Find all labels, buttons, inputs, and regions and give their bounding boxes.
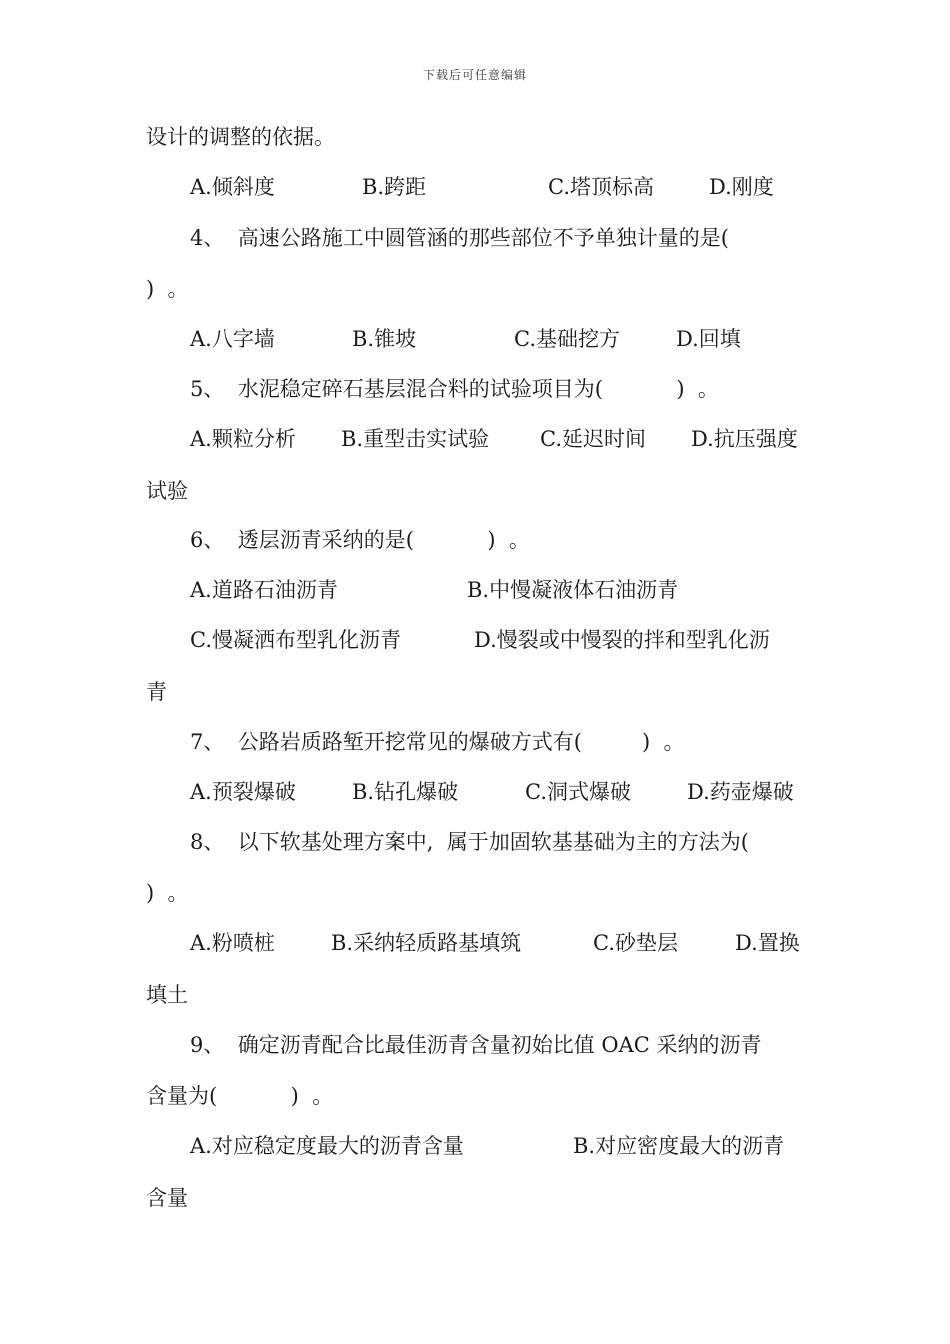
question-9-stem-end: 含量为( ) 。 xyxy=(146,1084,334,1108)
q4-option-d: D.回填 xyxy=(676,327,741,351)
q3-option-c: C.塔顶标高 xyxy=(548,175,654,199)
question-6-stem: 6、 透层沥青采纳的是( ) 。 xyxy=(190,528,530,552)
question-7-stem: 7、 公路岩质路堑开挖常见的爆破方式有( ) 。 xyxy=(190,730,685,754)
q6-option-c: C.慢凝洒布型乳化沥青 xyxy=(190,628,401,652)
q6-option-wrap: 青 xyxy=(146,680,167,704)
q7-option-b: B.钻孔爆破 xyxy=(352,780,459,804)
question-9-stem: 9、 确定沥青配合比最佳沥青含量初始比值 OAC 采纳的沥青 xyxy=(190,1033,762,1057)
q5-option-a: A.颗粒分析 xyxy=(190,427,296,451)
q5-option-wrap: 试验 xyxy=(146,479,188,503)
q5-option-b: B.重型击实试验 xyxy=(341,427,490,451)
q8-option-b: B.采纳轻质路基填筑 xyxy=(331,931,522,955)
q7-option-c: C.洞式爆破 xyxy=(525,780,631,804)
question-4-stem-end: ) 。 xyxy=(146,277,189,301)
q5-option-d: D.抗压强度 xyxy=(691,427,798,451)
q8-option-c: C.砂垫层 xyxy=(593,931,678,955)
q7-option-d: D.药壶爆破 xyxy=(687,780,794,804)
q4-option-c: C.基础挖方 xyxy=(514,327,620,351)
q3-option-a: A.倾斜度 xyxy=(190,175,275,199)
q3-option-b: B.跨距 xyxy=(362,175,427,199)
q4-option-a: A.八字墙 xyxy=(190,327,275,351)
q9-option-wrap: 含量 xyxy=(146,1186,188,1210)
q9-option-b: B.对应密度最大的沥青 xyxy=(573,1134,785,1158)
question-4-stem: 4、 高速公路施工中圆管涵的那些部位不予单独计量的是( xyxy=(190,226,729,250)
q6-option-b: B.中慢凝液体石油沥青 xyxy=(467,578,679,602)
q8-option-wrap: 填土 xyxy=(146,983,188,1007)
question-5-stem: 5、 水泥稳定碎石基层混合料的试验项目为( ) 。 xyxy=(190,377,719,401)
q6-option-a: A.道路石油沥青 xyxy=(190,578,338,602)
q6-option-d: D.慢裂或中慢裂的拌和型乳化沥 xyxy=(474,628,770,652)
q8-option-d: D.置换 xyxy=(735,931,800,955)
q3-option-d: D.刚度 xyxy=(709,175,774,199)
q9-option-a: A.对应稳定度最大的沥青含量 xyxy=(190,1134,464,1158)
question-8-stem-end: ) 。 xyxy=(146,881,189,905)
question-8-stem: 8、 以下软基处理方案中, 属于加固软基基础为主的方法为( xyxy=(190,830,749,854)
q5-option-c: C.延迟时间 xyxy=(540,427,646,451)
q7-option-a: A.预裂爆破 xyxy=(190,780,296,804)
q4-option-b: B.锥坡 xyxy=(352,327,417,351)
q8-option-a: A.粉喷桩 xyxy=(190,931,275,955)
question-3-tail: 设计的调整的依据。 xyxy=(146,125,335,149)
page-header: 下载后可任意编辑 xyxy=(422,68,527,82)
